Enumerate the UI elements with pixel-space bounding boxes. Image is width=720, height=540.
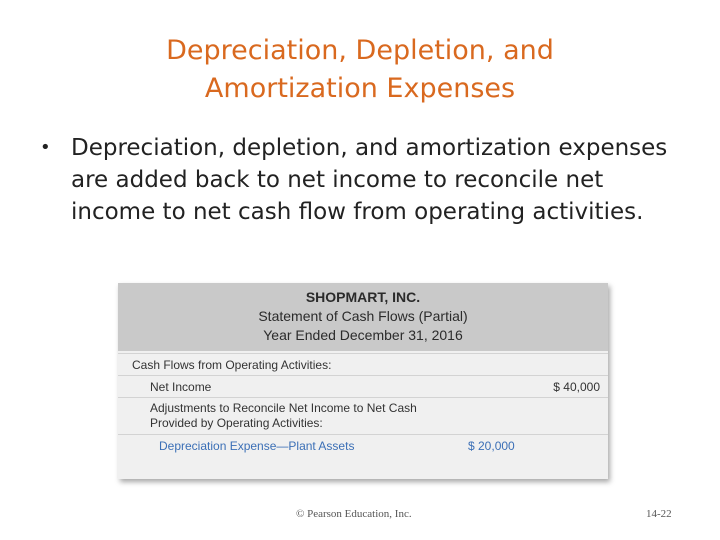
row-label: Net Income [150, 380, 212, 394]
table-row [118, 353, 608, 375]
row-label: Depreciation Expense—Plant Assets [159, 439, 355, 453]
row-amount: $ 40,000 [553, 380, 600, 394]
page-number: 14-22 [646, 508, 672, 520]
bullet-icon: • [40, 137, 51, 158]
table-row [118, 375, 608, 397]
statement-period: Year Ended December 31, 2016 [263, 327, 463, 343]
table-row [118, 397, 608, 434]
cash-flow-statement [118, 283, 608, 479]
slide-title [0, 32, 720, 108]
row-amount: $ 20,000 [468, 439, 515, 453]
title-line-1: Depreciation, Depletion, and [166, 35, 554, 66]
row-label: Cash Flows from Operating Activities: [132, 358, 332, 372]
statement-name: Statement of Cash Flows (Partial) [258, 308, 468, 324]
copyright-notice: © Pearson Education, Inc. [296, 508, 412, 520]
company-name: SHOPMART, INC. [305, 289, 421, 305]
title-line-2: Amortization Expenses [204, 73, 516, 104]
table-row [118, 434, 608, 456]
statement-header [118, 283, 608, 351]
bullet-text: Depreciation, depletion, and amortization expenses are added back to net income to reconcile net income to net cash flow from operating activities. [71, 135, 668, 225]
row-label: Provided by Operating Activities: [150, 416, 323, 430]
row-label: Adjustments to Reconcile Net Income to Net Cash [150, 401, 417, 415]
